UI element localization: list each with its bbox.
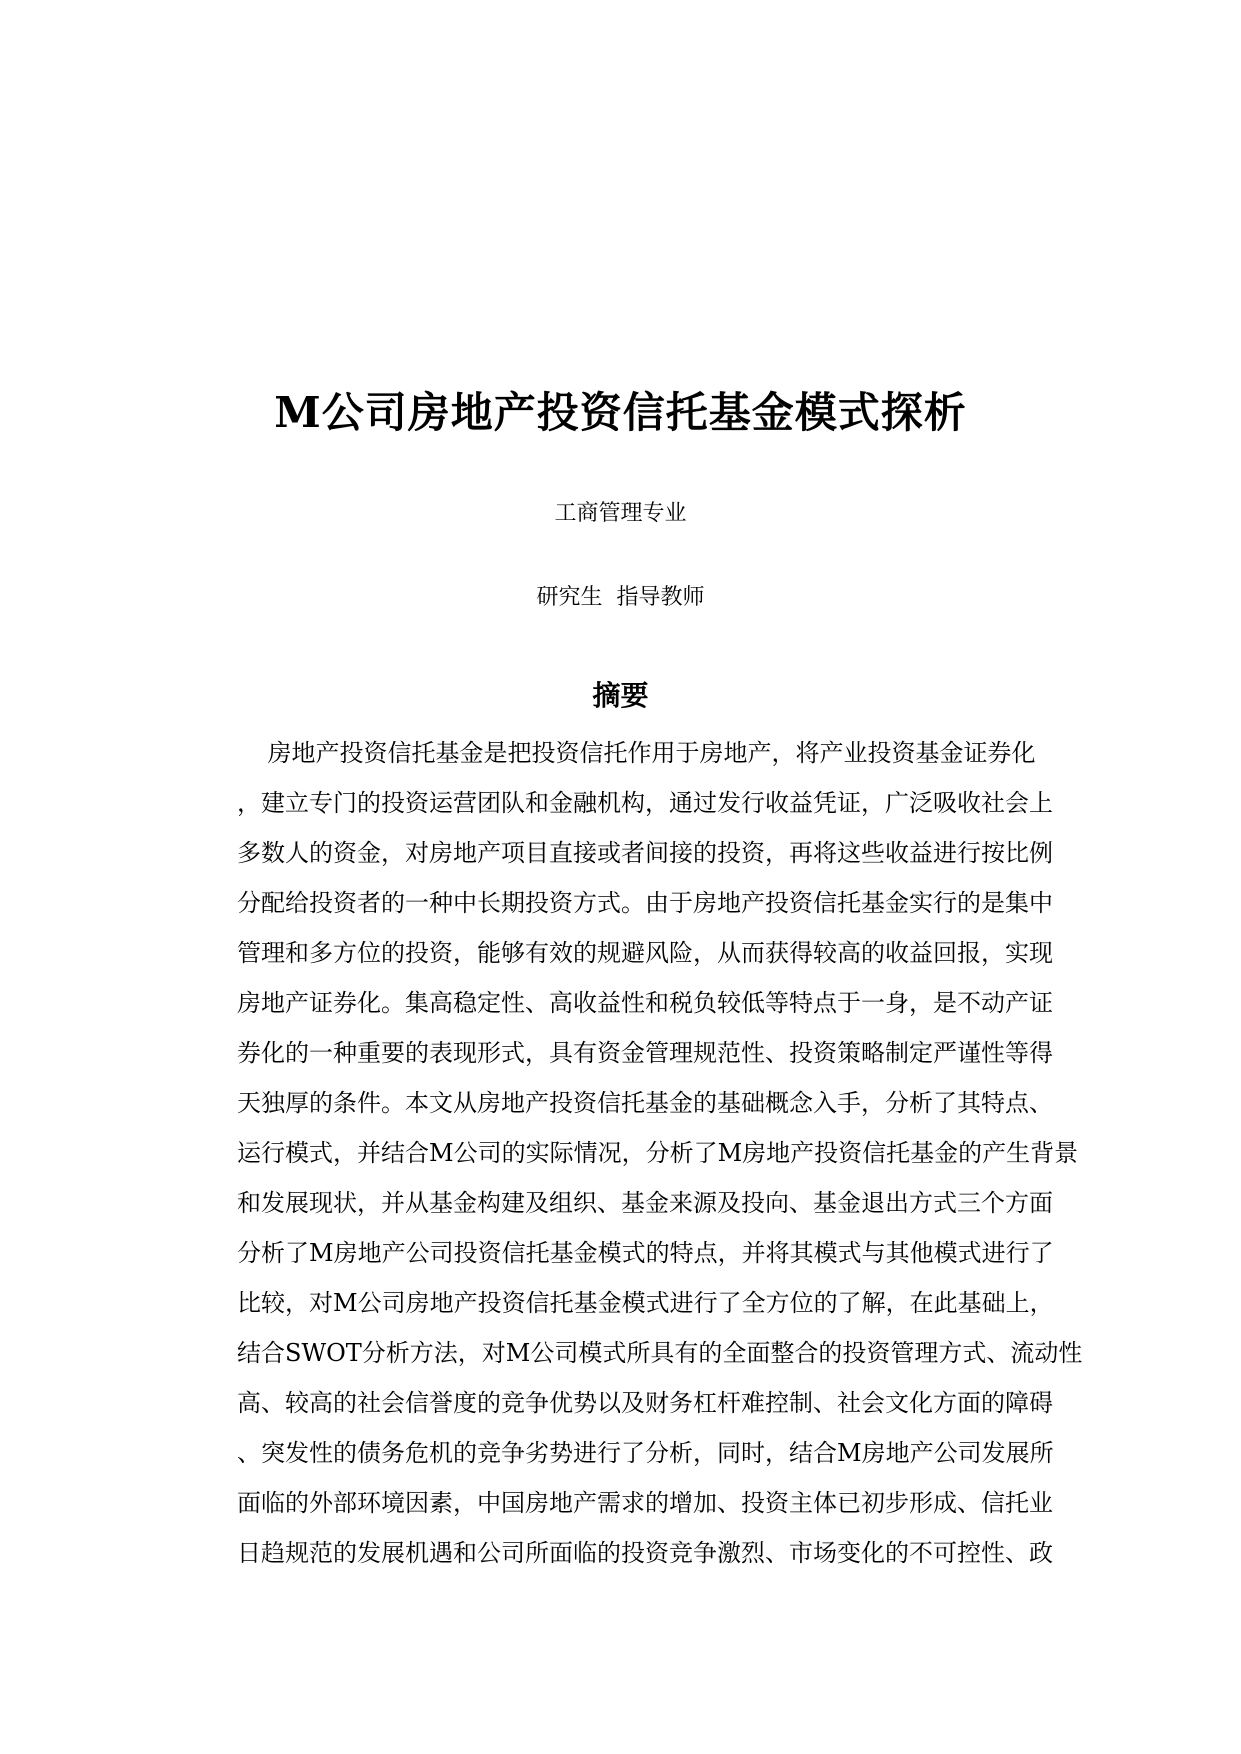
abstract-line: 面临的外部环境因素，中国房地产需求的增加、投资主体已初步形成、信托业 xyxy=(237,1489,1053,1517)
abstract-line: 房地产投资信托基金是把投资信托作用于房地产，将产业投资基金证券化 xyxy=(237,739,1036,767)
abstract-line: 管理和多方位的投资，能够有效的规避风险，从而获得较高的收益回报，实现 xyxy=(237,939,1053,967)
author-advisor-line: 研究生 指导教师 xyxy=(536,585,705,610)
abstract-line: 日趋规范的发展机遇和公司所面临的投资竞争激烈、市场变化的不可控性、政 xyxy=(237,1539,1053,1567)
abstract-line: 券化的一种重要的表现形式，具有资金管理规范性、投资策略制定严谨性等得 xyxy=(237,1039,1053,1067)
abstract-body xyxy=(237,733,1082,1583)
abstract-line: 多数人的资金，对房地产项目直接或者间接的投资，再将这些收益进行按比例 xyxy=(237,839,1053,867)
abstract-line: 分配给投资者的一种中长期投资方式。由于房地产投资信托基金实行的是集中 xyxy=(237,889,1053,917)
abstract-line: 分析了M房地产公司投资信托基金模式的特点，并将其模式与其他模式进行了 xyxy=(237,1239,1054,1267)
abstract-line: 和发展现状，并从基金构建及组织、基金来源及投向、基金退出方式三个方面 xyxy=(237,1189,1053,1217)
major-line: 工商管理专业 xyxy=(554,501,687,526)
abstract-heading: 摘要 xyxy=(592,679,649,712)
abstract-line: 房地产证券化。集高稳定性、高收益性和税负较低等特点于一身，是不动产证 xyxy=(237,989,1053,1017)
abstract-line: 运行模式，并结合M公司的实际情况，分析了M房地产投资信托基金的产生背景 xyxy=(237,1139,1079,1167)
abstract-line: 高、较高的社会信誉度的竞争优势以及财务杠杆难控制、社会文化方面的障碍 xyxy=(237,1389,1053,1417)
abstract-line: 比较，对M公司房地产投资信托基金模式进行了全方位的了解，在此基础上， xyxy=(237,1289,1054,1317)
abstract-line: 天独厚的条件。本文从房地产投资信托基金的基础概念入手，分析了其特点、 xyxy=(237,1089,1053,1117)
document-title: M公司房地产投资信托基金模式探析 xyxy=(274,388,967,437)
abstract-line: 结合SWOT分析方法，对M公司模式所具有的全面整合的投资管理方式、流动性 xyxy=(237,1339,1082,1367)
abstract-line: 、突发性的债务危机的竞争劣势进行了分析，同时，结合M房地产公司发展所 xyxy=(237,1439,1054,1467)
abstract-line: ，建立专门的投资运营团队和金融机构，通过发行收益凭证，广泛吸收社会上 xyxy=(237,789,1053,817)
